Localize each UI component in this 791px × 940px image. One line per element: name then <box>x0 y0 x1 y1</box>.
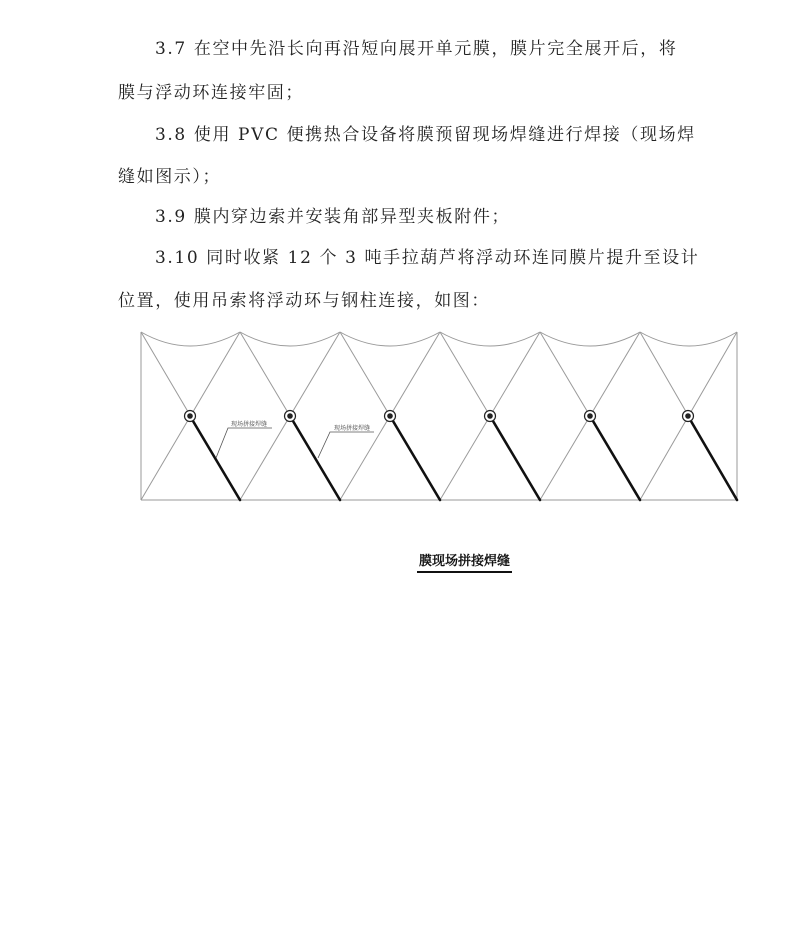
paragraph-3-7-line2: 膜与浮动环连接牢固； <box>118 83 304 103</box>
floating-ring-node-3 <box>385 411 396 422</box>
weld-seam-4 <box>490 416 540 500</box>
label-a-leader <box>216 428 272 458</box>
paragraph-3-9-line1: 3.9 膜内穿边索并安装角部异型夹板附件； <box>155 207 511 227</box>
label-b-leader <box>318 432 374 458</box>
top-arc-2 <box>240 332 340 346</box>
paragraph-3-8-line1: 3.8 使用 PVC 便携热合设备将膜预留现场焊缝进行焊接（现场焊 <box>155 125 696 145</box>
weld-seam-1 <box>190 416 240 500</box>
top-arc-5 <box>540 332 640 346</box>
weld-label-a: 现场拼接焊缝 <box>231 421 268 428</box>
floating-ring-node-5 <box>585 411 596 422</box>
floating-ring-node-2 <box>285 411 296 422</box>
paragraph-3-8-line2: 缝如图示）； <box>118 167 222 187</box>
top-arc-3 <box>340 332 440 346</box>
weld-seam-2 <box>290 416 340 500</box>
paragraph-3-10-line1: 3.10 同时收紧 12 个 3 吨手拉葫芦将浮动环连同膜片提升至设计 <box>155 248 700 268</box>
top-arc-1 <box>141 332 240 346</box>
paragraph-3-7-line1: 3.7 在空中先沿长向再沿短向展开单元膜，膜片完全展开后，将 <box>155 39 678 59</box>
weld-label-b: 现场拼接焊缝 <box>334 425 371 432</box>
top-arc-6 <box>640 332 737 346</box>
floating-ring-node-1 <box>185 411 196 422</box>
weld-seam-6 <box>688 416 737 500</box>
weld-seam-3 <box>390 416 440 500</box>
floating-ring-node-4 <box>485 411 496 422</box>
weld-seam-5 <box>590 416 640 500</box>
top-arc-4 <box>440 332 540 346</box>
floating-ring-node-6 <box>683 411 694 422</box>
paragraph-3-10-line2: 位置，使用吊索将浮动环与钢柱连接，如图： <box>118 291 490 311</box>
figure-caption: 膜现场拼接焊缝 <box>417 550 512 573</box>
